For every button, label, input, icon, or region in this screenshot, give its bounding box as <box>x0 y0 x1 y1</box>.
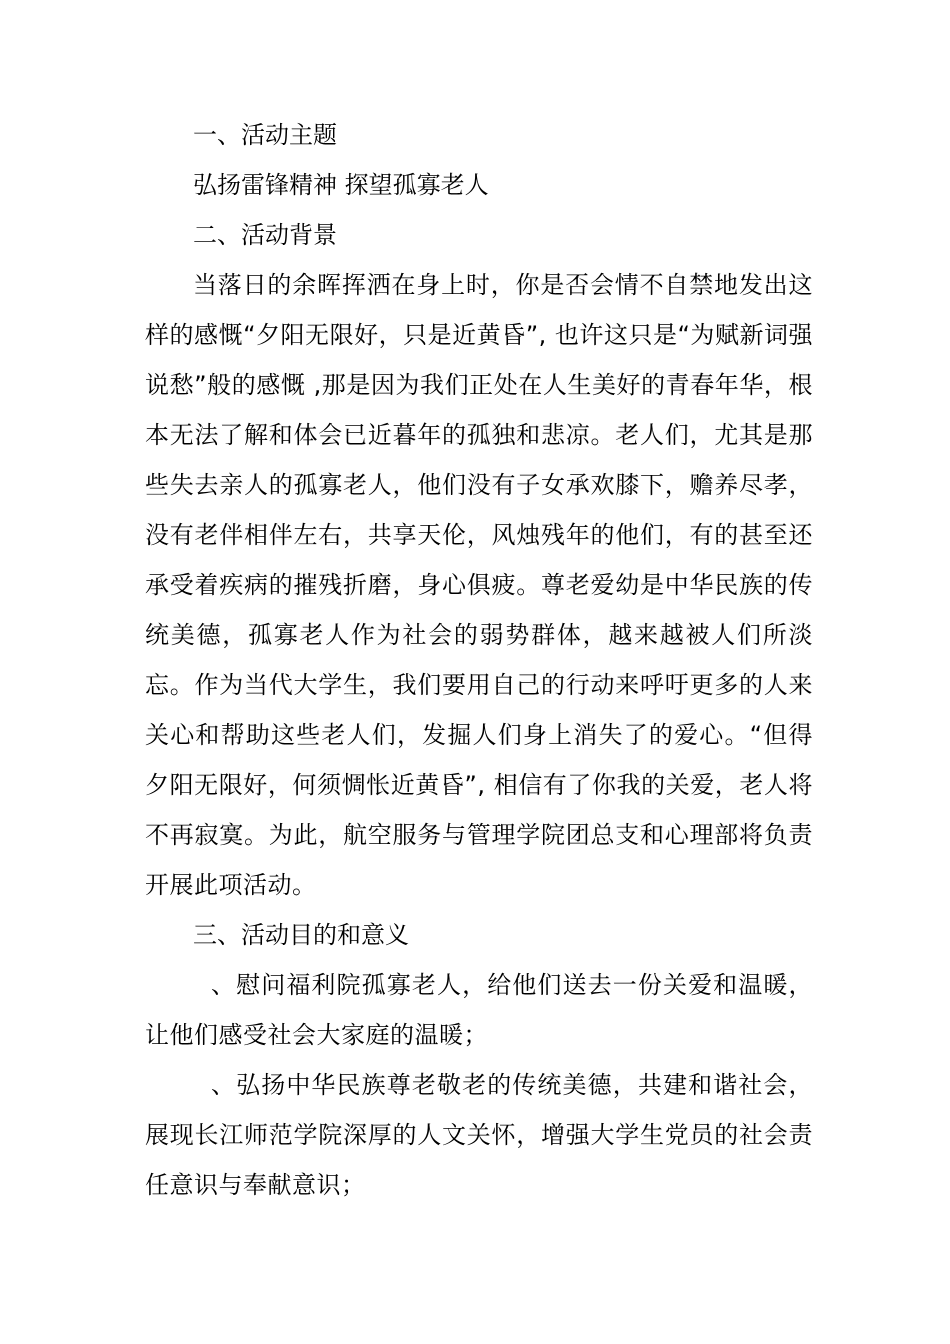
document-body <box>145 110 813 1210</box>
purpose-item-1: 、慰问福利院孤寡老人，给他们送去一份关爱和温暖，让他们感受社会大家庭的温暖； <box>145 971 813 1049</box>
background-paragraph: 当落日的余晖挥洒在身上时，你是否会情不自禁地发出这样的感慨“夕阳无限好，只是近黄昏”, 也许这只是“为赋新词强说愁”般的感慨 ,那是因为我们正处在人生美好的青春年华，根本无法了解和体会已近暮年的孤独和悲凉。老人们，尤其是那些失去亲人的孤寡老人，他们没有子女承欢膝下，赡养尽孝，没有老伴相伴左右，共享天伦，风烛残年的他们，有的甚至还承受着疾病的摧残折磨，身心俱疲。尊老爱幼是中华民族的传统美德，孤寡老人作为社会的弱势群体，越来越被人们所淡忘。作为当代大学生，我们要用自己的行动来呼吁更多的人来关心和帮助这些老人们，发掘人们身上消失了的爱心。“但得夕阳无限好，何须惆怅近黄昏”, 相信有了你我的关爱，老人将不再寂寞。为此，航空服务与管理学院团总支和心理部将负责开展此项活动。 <box>145 271 813 899</box>
purpose-item-2: 、弘扬中华民族尊老敬老的传统美德，共建和谐社会，展现长江师范学院深厚的人文关怀，增强大学生党员的社会责任意识与奉献意识； <box>145 1071 813 1199</box>
section-heading-background: 二、活动背景 <box>193 221 337 249</box>
activity-theme-text: 弘扬雷锋精神 探望孤寡老人 <box>193 171 489 199</box>
section-heading-theme: 一、活动主题 <box>193 121 337 149</box>
section-heading-purpose: 三、活动目的和意义 <box>193 921 409 949</box>
